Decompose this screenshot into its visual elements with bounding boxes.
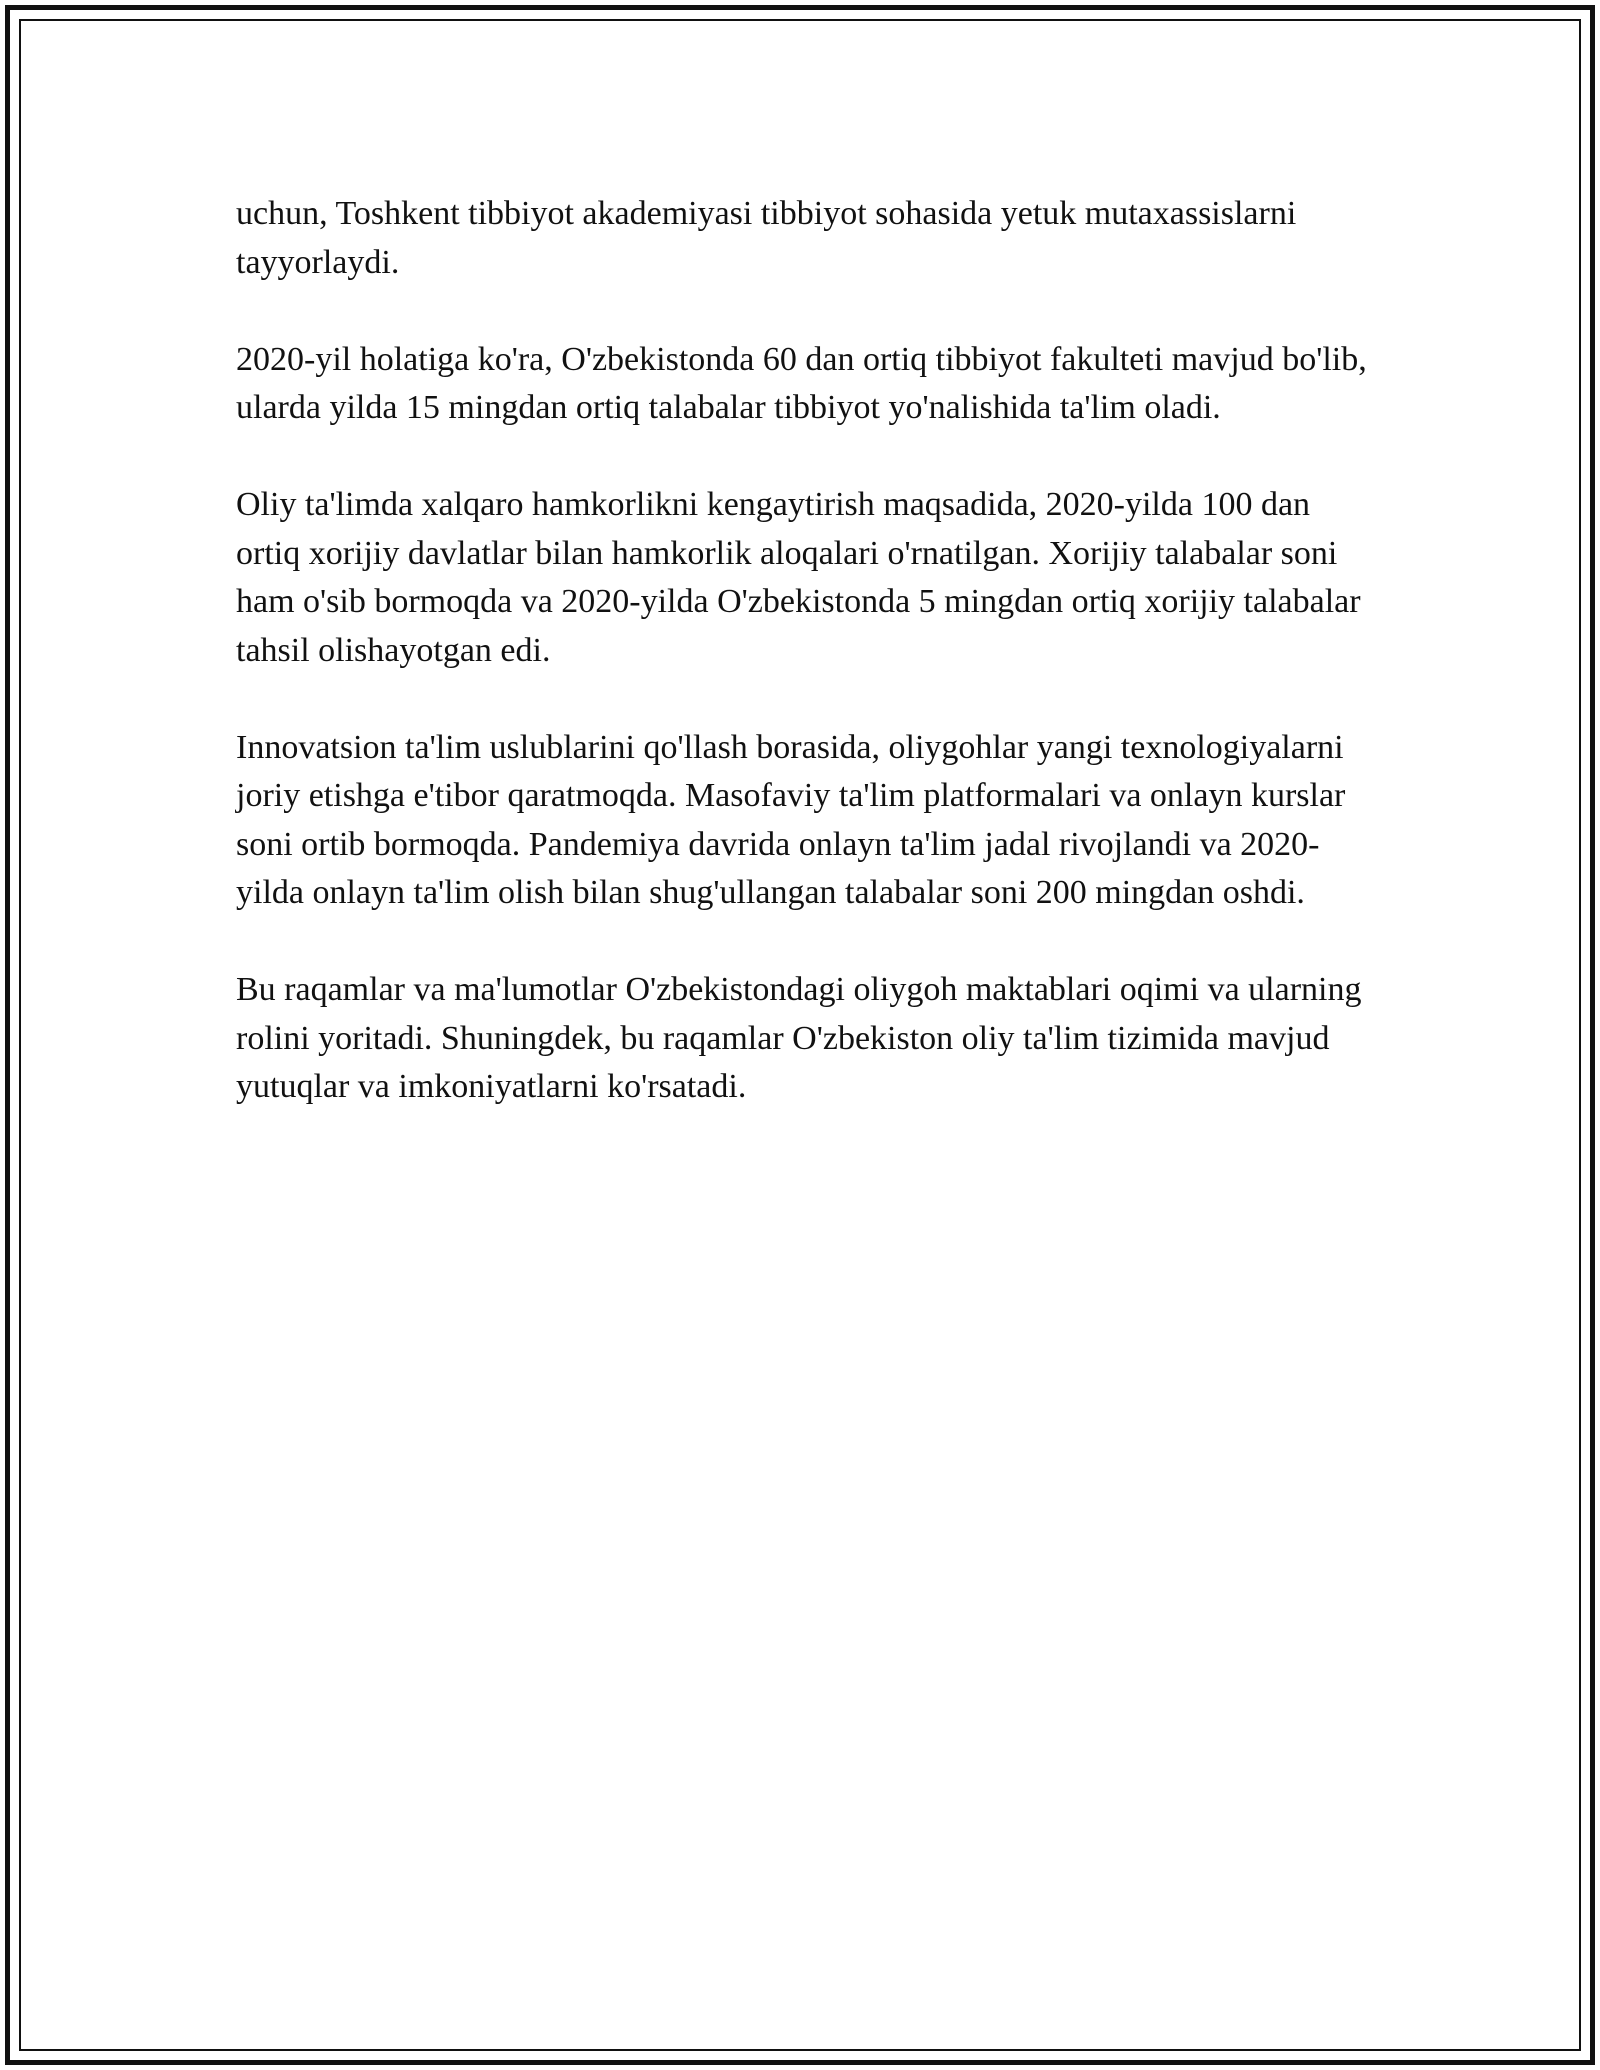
paragraph-3: Oliy ta'limda xalqaro hamkorlikni kengaytirish maqsadida, 2020-yilda 100 dan ortiq xorijiy davlatlar bilan hamkorlik aloqalari o'rnatilgan. Xorijiy talabalar soni ham o'sib bormoqda va 2020-yilda O'zbekistonda 5 mingdan ortiq xorijiy talabalar tahsil olishayotgan edi. [236, 486, 1361, 669]
paragraph-1: uchun, Toshkent tibbiyot akademiyasi tibbiyot sohasida yetuk mutaxassislarni tayyorlaydi. [236, 195, 1297, 281]
paragraph-5: Bu raqamlar va ma'lumotlar O'zbekistondagi oliygoh maktablari oqimi va ularning rolini yoritadi. Shuningdek, bu raqamlar O'zbekiston oliy ta'lim tizimida mavjud yutuqlar va imkoniyatlarni ko'rsatadi. [236, 971, 1362, 1105]
document-body [236, 190, 1376, 1112]
paragraph-4: Innovatsion ta'lim uslublarini qo'llash borasida, oliygohlar yangi texnologiyalarni joriy etishga e'tibor qaratmoqda. Masofaviy ta'lim platformalari va onlayn kurslar soni ortib bormoqda. Pandemiya davrida onlayn ta'lim jadal rivojlandi va 2020-yilda onlayn ta'lim olish bilan shug'ullangan talabalar soni 200 mingdan oshdi. [236, 728, 1346, 911]
paragraph-2: 2020-yil holatiga ko'ra, O'zbekistonda 60 dan ortiq tibbiyot fakulteti mavjud bo'lib, ularda yilda 15 mingdan ortiq talabalar tibbiyot yo'nalishida ta'lim oladi. [236, 340, 1367, 426]
